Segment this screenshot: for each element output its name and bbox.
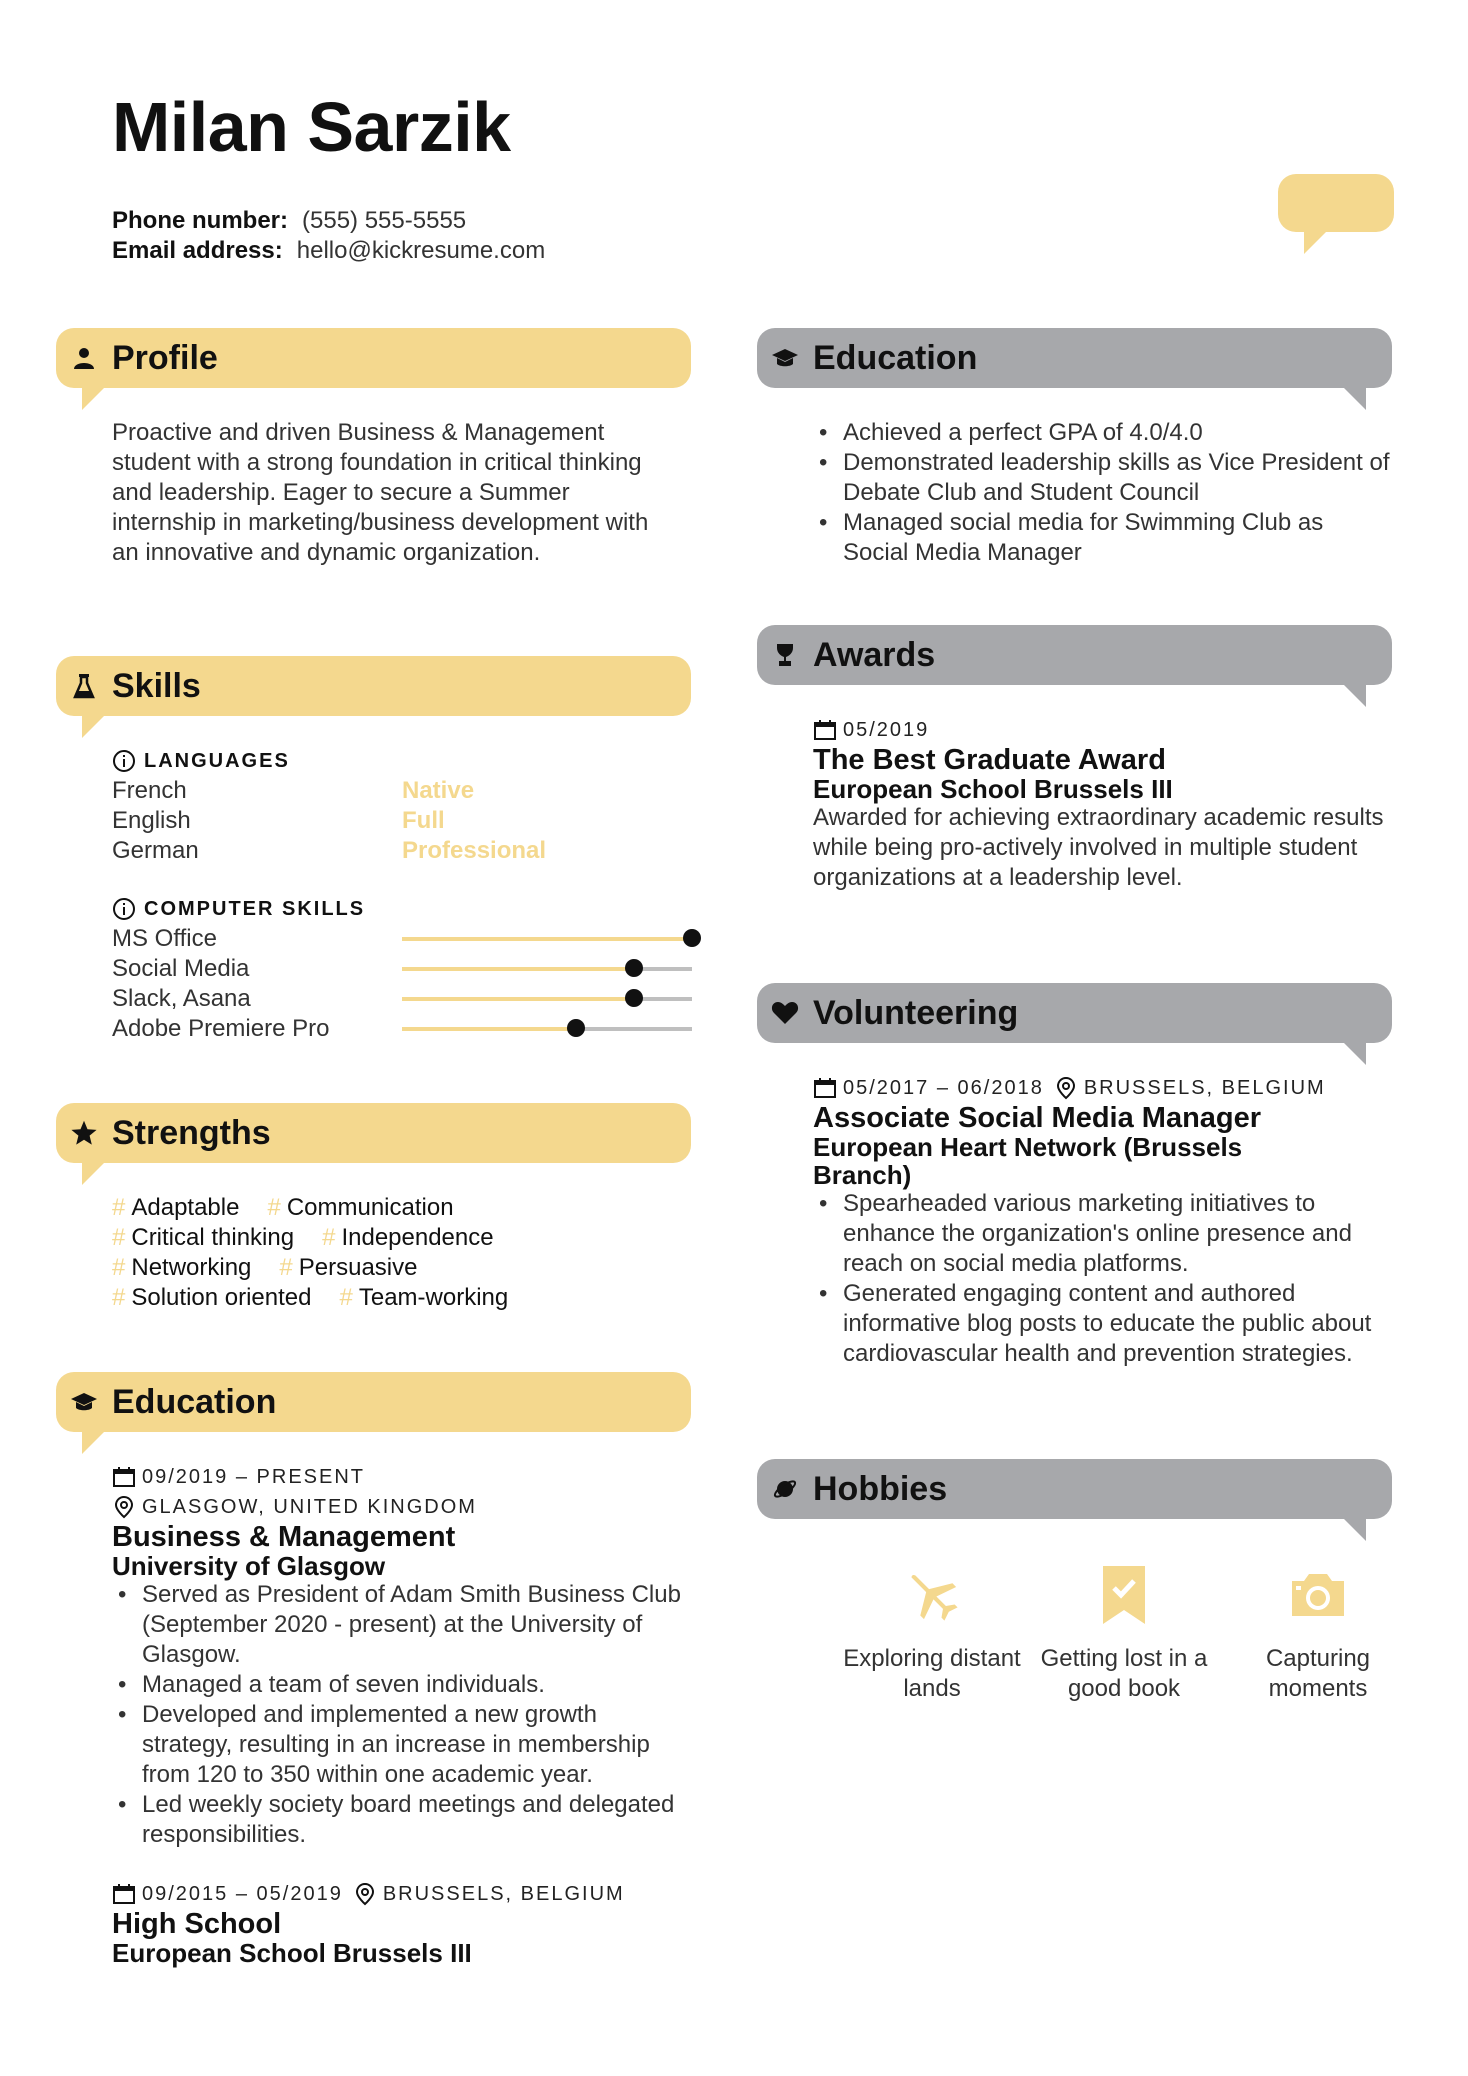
hash-icon: # (322, 1224, 336, 1251)
languages-block (112, 746, 692, 866)
award-text: Awarded for achieving extraordinary academic results while being pro-actively involved in multiple student organizations at a leadership level. (813, 804, 1384, 891)
computer-skill-name: Slack, Asana (112, 985, 251, 1012)
info-icon (112, 897, 136, 921)
edu2-degree: High School (112, 1908, 282, 1940)
skill-level-bar (402, 997, 692, 1001)
skill-level-bar (402, 1027, 692, 1031)
edu1-location-row (112, 1492, 692, 1522)
edu2-school: European School Brussels III (112, 1938, 472, 1968)
phone-value: (555) 555-5555 (302, 207, 467, 234)
volunteering-bullet-list (813, 1189, 1398, 1369)
awards-header (757, 625, 1392, 685)
volunteering-title: Volunteering (813, 993, 1019, 1032)
email-value: hello@kickresume.com (296, 237, 546, 264)
education-left-title: Education (112, 1382, 277, 1421)
hash-icon: # (112, 1224, 126, 1251)
location-pin-icon (112, 1495, 136, 1519)
strength-tag (322, 1223, 494, 1253)
language-name: English (112, 807, 191, 834)
bullet-item: • Managed a team of seven individuals. (112, 1670, 692, 1700)
language-row (112, 806, 692, 836)
language-row (112, 776, 692, 806)
speech-bubble-decoration (1278, 174, 1394, 232)
hobbies-title: Hobbies (813, 1469, 948, 1508)
bullet-item: • Developed and implemented a new growth strategy, resulting in an increase in membership from 120 to 350 within one academic year. (112, 1700, 692, 1790)
computer-skill-row (112, 924, 692, 954)
strengths-title: Strengths (112, 1113, 271, 1152)
bookmark-icon (1029, 1560, 1219, 1630)
edu1-bullet-list (112, 1580, 692, 1850)
hobby-label-photography: Capturing moments (1265, 1645, 1371, 1702)
volunteering-meta-row (813, 1073, 1398, 1103)
computer-skill-name: Social Media (112, 955, 250, 982)
award-name: The Best Graduate Award (813, 744, 1166, 776)
hash-icon: # (112, 1254, 126, 1281)
airplane-icon (837, 1560, 1027, 1630)
education-right-title: Education (813, 338, 978, 377)
volunteering-dates: 05/2017 – 06/2018 (843, 1076, 1044, 1099)
edu2-dates: 09/2015 – 05/2019 (142, 1882, 343, 1905)
computer-skill-row (112, 1014, 692, 1044)
bullet-item: • Demonstrated leadership skills as Vice President of Debate Club and Student Council (813, 448, 1393, 508)
volunteering-entry (813, 1073, 1398, 1369)
strength-text: Independence (341, 1224, 494, 1251)
strength-tag (267, 1193, 453, 1223)
award-date: 05/2019 (843, 718, 930, 741)
hobby-item-travel (837, 1560, 1027, 1704)
name-heading: Milan Sarzik (112, 88, 511, 166)
bullet-item: • Achieved a perfect GPA of 4.0/4.0 (813, 418, 1393, 448)
bullet-item: • Led weekly society board meetings and delegated responsibilities. (112, 1790, 692, 1850)
edu1-degree: Business & Management (112, 1521, 456, 1553)
profile-text: Proactive and driven Business & Management student with a strong foundation in critical thinking and leadership. Eager to secure a Summer internship in marketing/business development with an innovative and dynamic organization. (112, 419, 649, 566)
edu1-school: University of Glasgow (112, 1551, 386, 1581)
skill-level-bar (402, 937, 692, 941)
hash-icon: # (112, 1284, 126, 1311)
contact-block (112, 206, 545, 266)
volunteering-location: BRUSSELS, BELGIUM (1083, 1076, 1326, 1099)
location-pin-icon (1054, 1076, 1078, 1100)
award-org: European School Brussels III (813, 774, 1173, 804)
strength-text: Adaptable (131, 1194, 240, 1221)
camera-icon (1223, 1560, 1413, 1630)
volunteering-role: Associate Social Media Manager (813, 1102, 1262, 1134)
phone-label: Phone number: (112, 207, 289, 234)
education-entry-2 (112, 1879, 692, 1967)
bullet-item: • Spearheaded various marketing initiatives to enhance the organization's online presence and reach on social media platforms. (813, 1189, 1398, 1279)
strength-text: Networking (131, 1254, 252, 1281)
strengths-tags (112, 1193, 692, 1313)
computer-skill-row (112, 954, 692, 984)
education-left-header (56, 1372, 691, 1432)
person-icon (56, 328, 112, 388)
email-label: Email address: (112, 237, 283, 264)
strength-tag (112, 1253, 251, 1283)
volunteering-org: European Heart Network (Brussels Branch) (813, 1132, 1243, 1190)
awards-title: Awards (813, 635, 936, 674)
hash-icon: # (279, 1254, 293, 1281)
language-row (112, 836, 692, 866)
strength-tag (112, 1193, 239, 1223)
hash-icon: # (339, 1284, 353, 1311)
edu1-location: GLASGOW, UNITED KINGDOM (142, 1495, 477, 1518)
strength-tag (279, 1253, 417, 1283)
strengths-row (112, 1283, 692, 1313)
strength-tag (340, 1283, 509, 1313)
volunteering-header (757, 983, 1392, 1043)
language-name: French (112, 777, 187, 804)
graduation-cap-icon (56, 1372, 112, 1432)
trophy-icon (757, 625, 813, 685)
profile-header (56, 328, 691, 388)
education-right-header (757, 328, 1392, 388)
strength-text: Persuasive (298, 1254, 418, 1281)
strengths-row (112, 1223, 692, 1253)
strengths-row (112, 1253, 692, 1283)
skill-level-handle (683, 929, 701, 947)
language-name: German (112, 837, 199, 864)
strengths-header (56, 1103, 691, 1163)
calendar-icon (112, 1466, 136, 1488)
bullet-item: • Managed social media for Swimming Club as Social Media Manager (813, 508, 1393, 568)
computer-skills-block (112, 894, 692, 1044)
calendar-icon (813, 719, 837, 741)
calendar-icon (112, 1883, 136, 1905)
strength-text: Team-working (358, 1284, 509, 1311)
planet-icon (757, 1459, 813, 1519)
computer-skill-name: Adobe Premiere Pro (112, 1015, 330, 1042)
skill-level-fill (402, 967, 634, 971)
edu1-dates-row (112, 1462, 692, 1492)
hobby-label-travel: Exploring distant lands (843, 1645, 1021, 1702)
languages-label: LANGUAGES (144, 749, 290, 772)
language-level: Full (402, 807, 445, 834)
info-icon (112, 749, 136, 773)
strength-text: Critical thinking (131, 1224, 295, 1251)
hash-icon: # (112, 1194, 126, 1221)
skills-header (56, 656, 691, 716)
strength-text: Solution oriented (131, 1284, 312, 1311)
strength-tag (112, 1223, 294, 1253)
skill-level-handle (625, 959, 643, 977)
computer-skill-name: MS Office (112, 925, 217, 952)
edu2-meta-row (112, 1879, 692, 1909)
star-icon (56, 1103, 112, 1163)
hobbies-header (757, 1459, 1392, 1519)
heart-icon (757, 983, 813, 1043)
computer-skills-label: COMPUTER SKILLS (144, 897, 366, 920)
bullet-item: • Generated engaging content and authored informative blog posts to educate the public about cardiovascular health and prevention strategies. (813, 1279, 1398, 1369)
award-entry (813, 715, 1393, 893)
strength-tag (112, 1283, 312, 1313)
computer-skill-row (112, 984, 692, 1014)
award-date-row (813, 715, 1393, 745)
location-pin-icon (353, 1882, 377, 1906)
graduation-cap-icon (757, 328, 813, 388)
skill-level-fill (402, 997, 634, 1001)
skills-title: Skills (112, 666, 201, 705)
skill-level-fill (402, 937, 692, 941)
skill-level-fill (402, 1027, 576, 1031)
strengths-row (112, 1193, 692, 1223)
language-level: Professional (402, 837, 547, 864)
hobby-item-photography (1223, 1560, 1413, 1704)
education-entry-1 (112, 1462, 692, 1850)
edu2-location: BRUSSELS, BELGIUM (382, 1882, 625, 1905)
calendar-icon (813, 1077, 837, 1099)
language-level: Native (402, 777, 475, 804)
hash-icon: # (267, 1194, 281, 1221)
computer-skills-subheading (112, 894, 692, 924)
skill-level-bar (402, 967, 692, 971)
bullet-item: • Served as President of Adam Smith Business Club (September 2020 - present) at the University of Glasgow. (112, 1580, 692, 1670)
profile-title: Profile (112, 338, 218, 377)
strength-text: Communication (286, 1194, 454, 1221)
hobby-item-reading (1029, 1560, 1219, 1704)
flask-icon (56, 656, 112, 716)
education-right-bullets (813, 418, 1393, 568)
hobby-label-reading: Getting lost in a good book (1040, 1645, 1208, 1702)
languages-subheading (112, 746, 692, 776)
skill-level-handle (625, 989, 643, 1007)
skill-level-handle (567, 1019, 585, 1037)
edu1-dates: 09/2019 – PRESENT (142, 1465, 365, 1488)
